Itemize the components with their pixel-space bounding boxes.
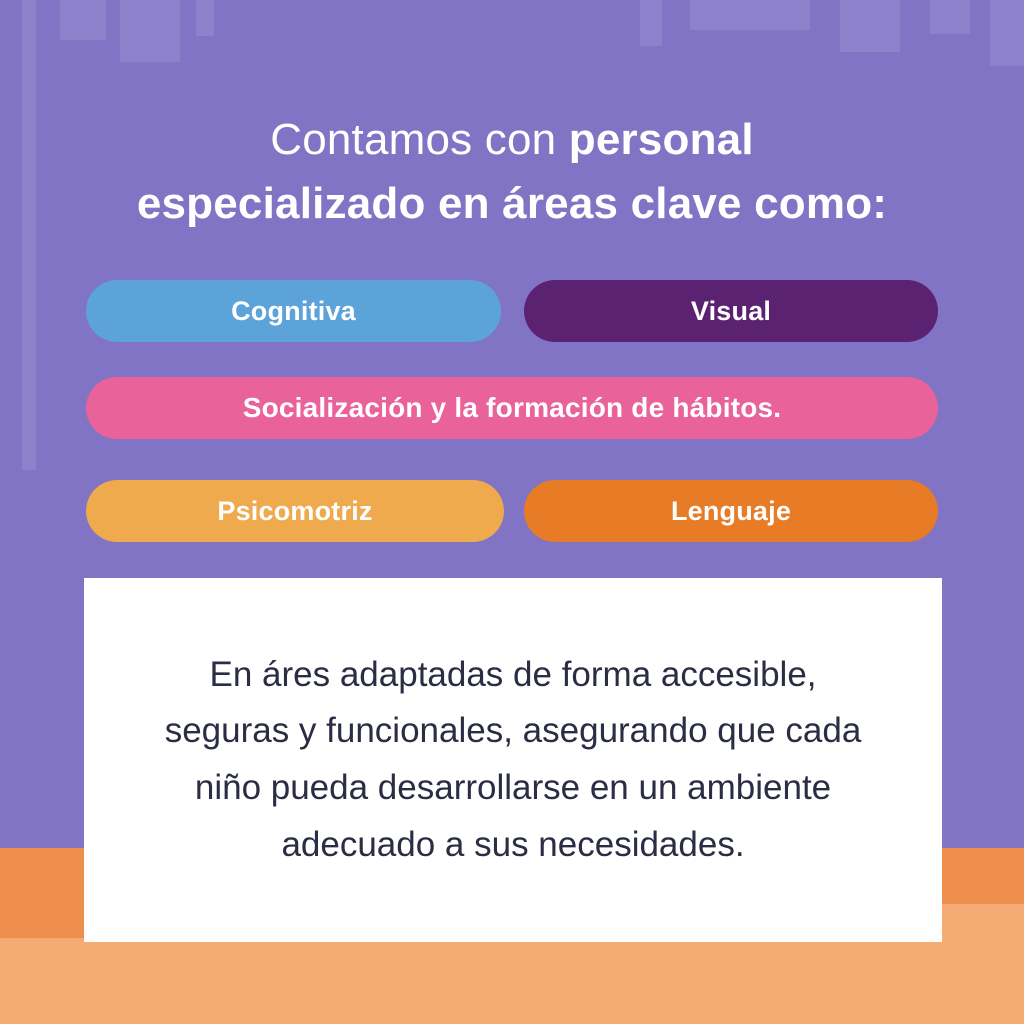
headline-line1-bold: personal (568, 115, 754, 164)
wall-stripe (840, 0, 900, 52)
pill-row-2 (86, 377, 938, 439)
pill-lenguaje: Lenguaje (524, 480, 938, 542)
page-title (72, 108, 952, 236)
pill-psicomotriz: Psicomotriz (86, 480, 504, 542)
pill-socializacion: Socialización y la formación de hábitos. (86, 377, 938, 439)
wall-stripe (120, 0, 180, 62)
headline-line2-bold: especializado en áreas clave como: (136, 179, 888, 229)
wall-stripe (640, 0, 662, 46)
wall-stripe (196, 0, 214, 36)
pill-row-3 (86, 480, 938, 542)
wall-stripe (930, 0, 970, 34)
pill-row-1 (86, 280, 938, 342)
description-card (84, 578, 942, 942)
wall-stripe (690, 0, 810, 30)
pill-visual: Visual (524, 280, 938, 342)
pill-cognitiva: Cognitiva (86, 280, 501, 342)
wall-stripe (990, 0, 1024, 66)
headline-line1-thin: Contamos con (270, 115, 569, 164)
description-text: En áres adaptadas de forma accesible, seguras y funcionales, asegurando que cada niño pueda desarrollarse en un ambiente adecuado a sus necesidades. (164, 654, 862, 864)
wall-stripe (60, 0, 106, 40)
wall-stripe (22, 0, 36, 470)
